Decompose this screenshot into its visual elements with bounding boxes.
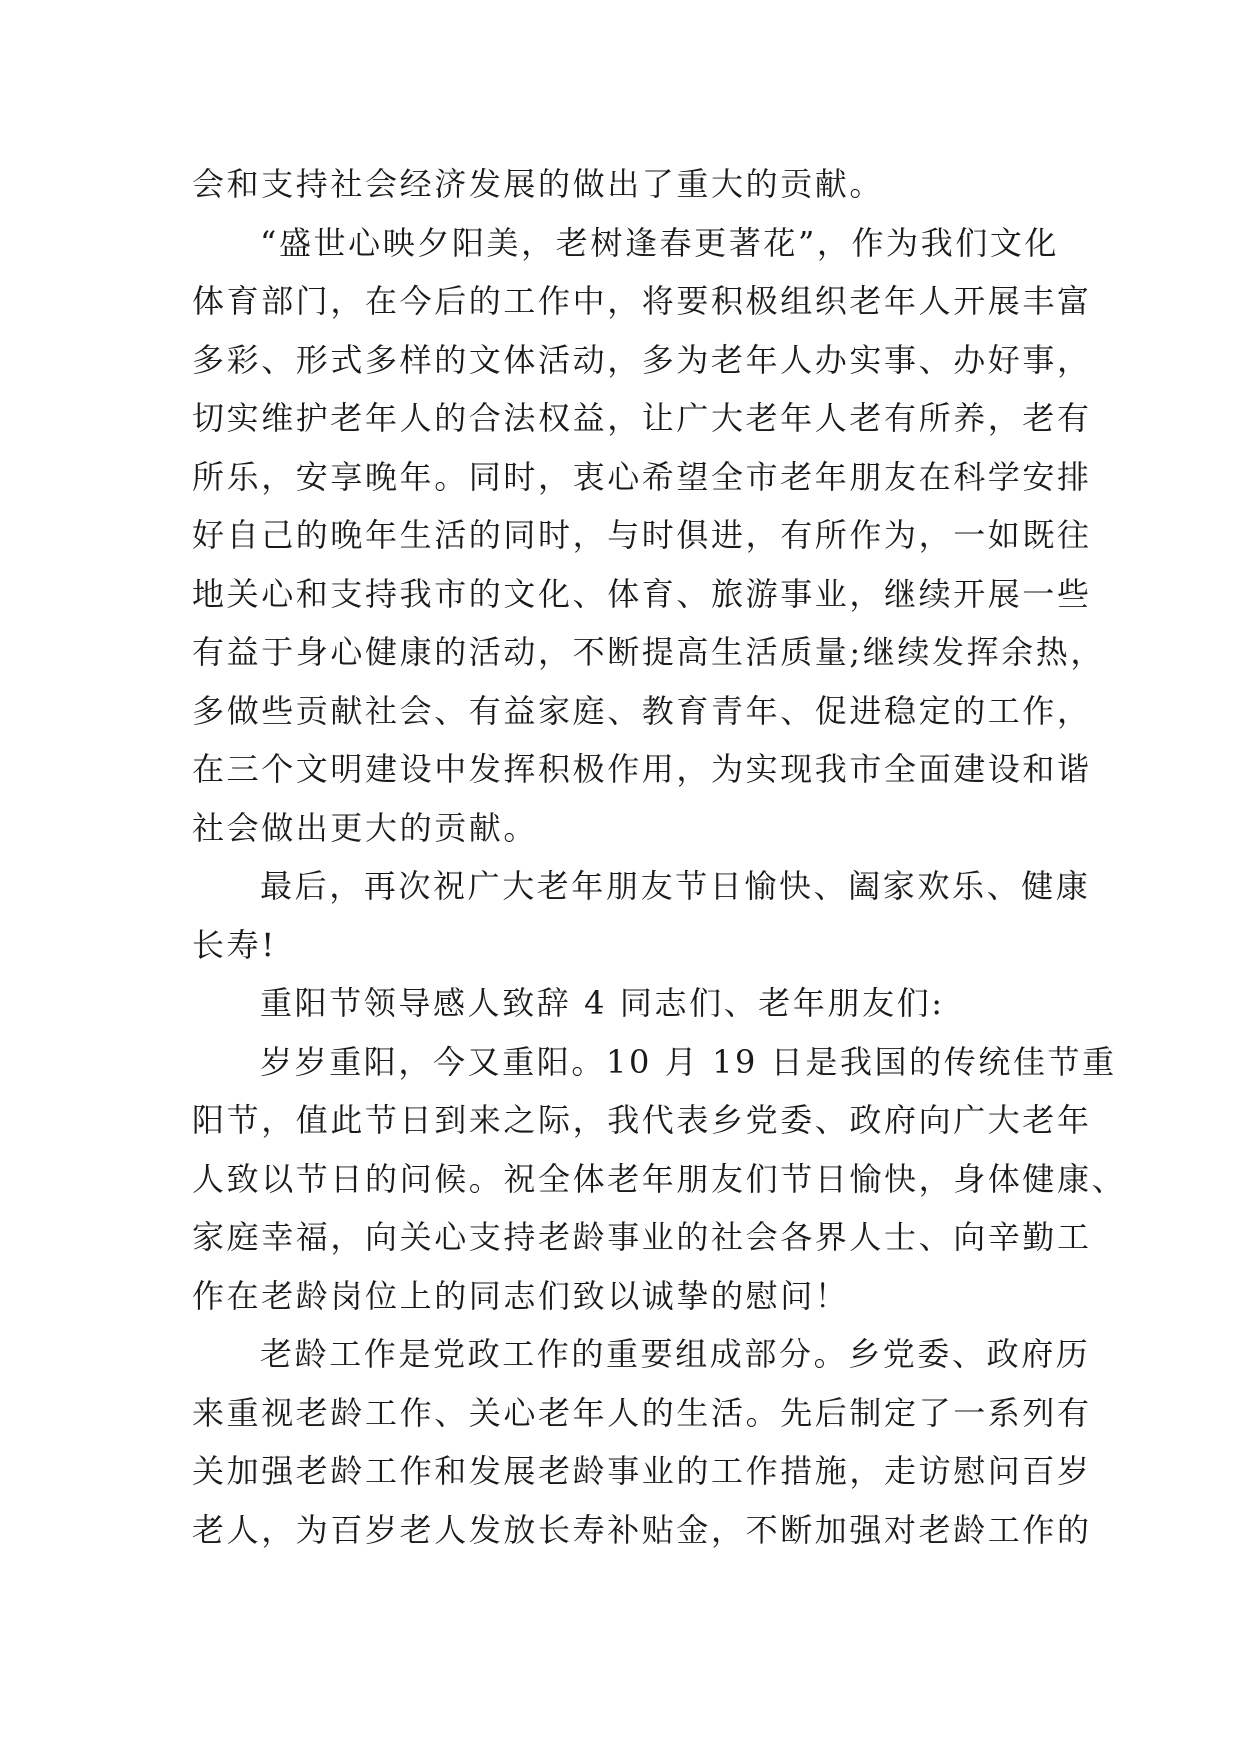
text-line: 切实维护老年人的合法权益，让广大老年人老有所养，老有	[192, 399, 1092, 437]
text-line: 长寿!	[192, 925, 277, 964]
text-line: 所乐，安享晚年。同时，衷心希望全市老年朋友在科学安排	[192, 457, 1092, 496]
text-line: “盛世心映夕阳美，老树逢春更著花”，作为我们文化	[260, 223, 1060, 262]
text-line: 家庭幸福，向关心支持老龄事业的社会各界人士、向辛勤工	[192, 1218, 1092, 1256]
text-line: 有益于身心健康的活动，不断提高生活质量;继续发挥余热，	[192, 633, 1105, 671]
text-line: 岁岁重阳，今又重阳。10 月 19 日是我国的传统佳节重	[260, 1042, 1117, 1081]
text-line: 阳节，值此节日到来之际，我代表乡党委、政府向广大老年	[192, 1101, 1092, 1139]
text-line: 老人，为百岁老人发放长寿补贴金，不断加强对老龄工作的	[192, 1510, 1092, 1549]
text-line: 地关心和支持我市的文化、体育、旅游事业，继续开展一些	[192, 574, 1092, 613]
text-line: 好自己的晚年生活的同时，与时俱进，有所作为，一如既往	[192, 516, 1092, 554]
text-line: 最后，再次祝广大老年朋友节日愉快、阖家欢乐、健康	[260, 867, 1091, 905]
text-line: 会和支持社会经济发展的做出了重大的贡献。	[192, 165, 885, 203]
text-line: 多做些贡献社会、有益家庭、教育青年、促进稳定的工作，	[192, 691, 1092, 730]
text-line: 老龄工作是党政工作的重要组成部分。乡党委、政府历	[260, 1335, 1091, 1373]
text-line: 多彩、形式多样的文体活动，多为老年人办实事、办好事，	[192, 340, 1092, 379]
text-line: 在三个文明建设中发挥积极作用，为实现我市全面建设和谐	[192, 750, 1092, 788]
text-line: 关加强老龄工作和发展老龄事业的工作措施，走访慰问百岁	[192, 1452, 1092, 1490]
text-line: 来重视老龄工作、关心老年人的生活。先后制定了一系列有	[192, 1393, 1092, 1432]
document-body	[192, 155, 1127, 1559]
text-line: 人致以节日的问候。祝全体老年朋友们节日愉快，身体健康、	[192, 1159, 1127, 1198]
text-line: 社会做出更大的贡献。	[192, 808, 539, 847]
text-line: 作在老龄岗位上的同志们致以诚挚的慰问！	[192, 1276, 850, 1315]
text-line: 重阳节领导感人致辞 4 同志们、老年朋友们:	[260, 984, 945, 1022]
text-line: 体育部门，在今后的工作中，将要积极组织老年人开展丰富	[192, 282, 1092, 320]
